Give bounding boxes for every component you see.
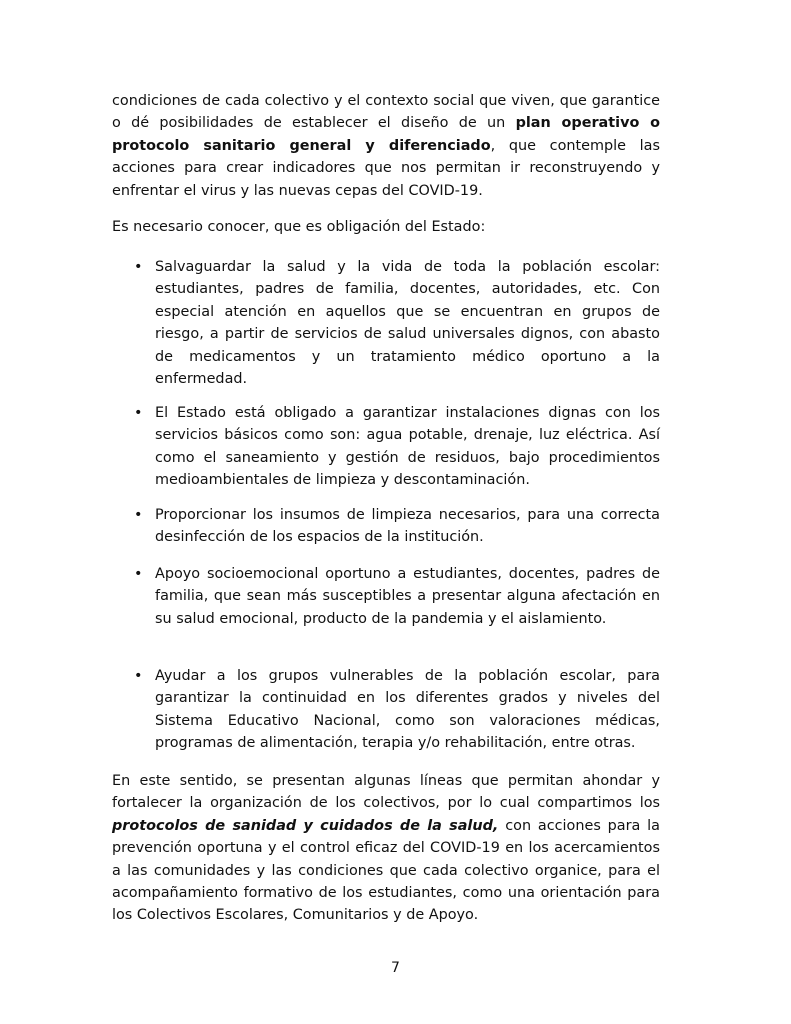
bullet-text: Ayudar a los grupos vulnerables de la población escolar, para garantizar la continuidad en los diferentes grados y niveles del Sistema Educativo Nacional, como son valoraciones médicas, programas de alimentación, terapia y/o rehabilitación, entre otras.	[155, 668, 660, 752]
bullet-marker: •	[134, 259, 143, 275]
bullet-marker: •	[134, 668, 143, 684]
paragraph-conclusion-text-2: con acciones para la prevención oportuna y el control eficaz del COVID-19 en los acercamientos a las comunidades y las condiciones que cada colectivo organice, para el acompañamiento formativo de los estudiantes, como una orientación para los Colectivos Escolares, Comunitarios y de Apoyo.	[112, 817, 661, 924]
bullet-item	[134, 665, 660, 755]
bullet-item	[134, 402, 660, 492]
bullet-text: Proporcionar los insumos de limpieza necesarios, para una correcta desinfección de los espacios de la institución.	[155, 507, 660, 546]
bullet-item	[134, 256, 660, 390]
bullet-marker: •	[134, 566, 143, 582]
paragraph-conclusion	[112, 770, 660, 927]
bullet-item	[134, 504, 660, 549]
bullet-text: Salvaguardar la salud y la vida de toda la población escolar: estudiantes, padres de familia, docentes, autoridades, etc. Con especial atención en aquellos que se encuentran en grupos de riesgo, a partir de servicios de salud universales dignos, con abasto de medicamentos y un tratamiento médico oportuno a la enfermedad.	[155, 259, 660, 388]
bullet-text: El Estado está obligado a garantizar instalaciones dignas con los servicios básicos como son: agua potable, drenaje, luz eléctrica. Así como el saneamiento y gestión de residuos, bajo procedimientos medioambientales de limpieza y descontaminación.	[155, 405, 660, 489]
paragraph-conclusion-text-1: En este sentido, se presentan algunas líneas que permitan ahondar y fortalecer la organización de los colectivos, por lo cual compartimos los	[112, 773, 660, 812]
bullet-item	[134, 563, 660, 630]
paragraph-conclusion-bold-italic-text: protocolos de sanidad y cuidados de la salud,	[112, 817, 499, 834]
paragraph-intro-text-1: condiciones de cada colectivo y el contexto social que viven, que garantice o dé posibilidades de establecer el diseño de un	[112, 93, 660, 132]
paragraph-intro	[112, 90, 660, 202]
paragraph-intro-bold-text: plan operativo o protocolo sanitario general y diferenciado	[112, 115, 660, 154]
paragraph-intro-text-2: , que contemple las acciones para crear indicadores que nos permitan ir reconstruyendo y enfrentar el virus y las nuevas cepas del COVID-19.	[112, 137, 660, 199]
bullet-marker: •	[134, 405, 143, 421]
bullet-marker: •	[134, 507, 143, 523]
paragraph-state-obligation: Es necesario conocer, que es obligación del Estado:	[112, 219, 486, 235]
bullet-text: Apoyo socioemocional oportuno a estudiantes, docentes, padres de familia, que sean más susceptibles a presentar alguna afectación en su salud emocional, producto de la pandemia y el aislamiento.	[155, 566, 660, 627]
page-number: 7	[391, 960, 400, 976]
